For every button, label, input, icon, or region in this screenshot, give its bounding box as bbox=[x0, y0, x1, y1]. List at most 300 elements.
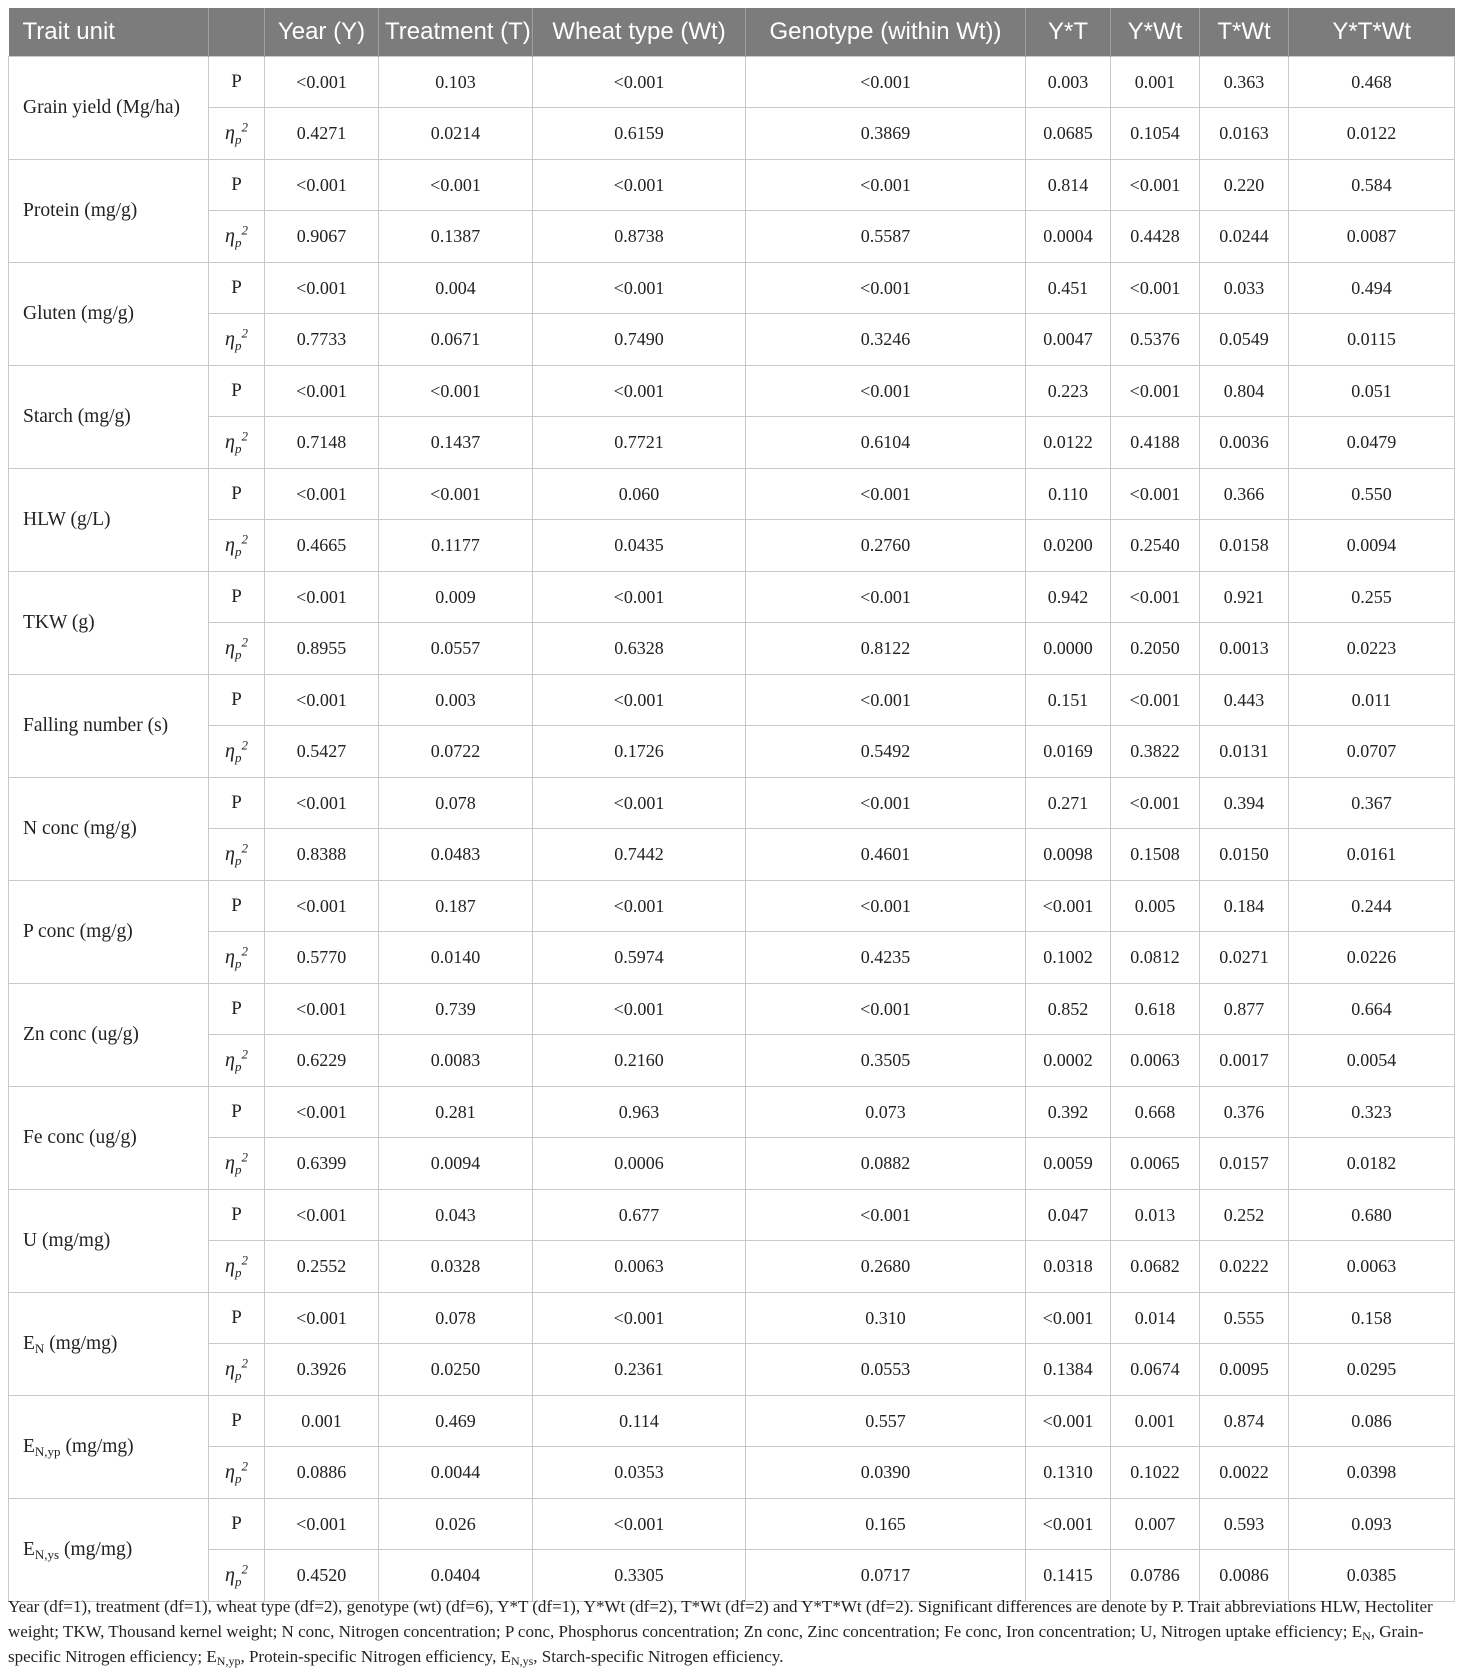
eta-value-cell: 0.0036 bbox=[1200, 417, 1289, 469]
eta-value-cell: 0.0385 bbox=[1289, 1550, 1455, 1602]
p-value-cell: 0.220 bbox=[1200, 160, 1289, 211]
eta-value-cell: 0.0214 bbox=[379, 108, 533, 160]
eta-value-cell: 0.0222 bbox=[1200, 1241, 1289, 1293]
p-value-cell: <0.001 bbox=[265, 1293, 379, 1344]
p-value-cell: <0.001 bbox=[379, 160, 533, 211]
eta-subscript: p bbox=[234, 1058, 242, 1074]
eta-value-cell: 0.0250 bbox=[379, 1344, 533, 1396]
eta-value-cell: 0.0353 bbox=[533, 1447, 746, 1499]
p-value-cell: 0.047 bbox=[1026, 1190, 1111, 1241]
eta-value-cell: 0.2361 bbox=[533, 1344, 746, 1396]
eta-value-cell: 0.0674 bbox=[1111, 1344, 1200, 1396]
table-row-eta bbox=[9, 932, 1455, 984]
p-value-cell: 0.184 bbox=[1200, 881, 1289, 932]
eta-value-cell: 0.0115 bbox=[1289, 314, 1455, 366]
eta-letter: η bbox=[225, 430, 235, 453]
anova-table bbox=[8, 8, 1455, 1602]
eta-value-cell: 0.0786 bbox=[1111, 1550, 1200, 1602]
eta-value-cell: 0.0717 bbox=[746, 1550, 1026, 1602]
p-value-cell: <0.001 bbox=[746, 469, 1026, 520]
eta-value-cell: 0.0022 bbox=[1200, 1447, 1289, 1499]
eta-subscript: p bbox=[234, 1573, 242, 1589]
p-value-cell: <0.001 bbox=[746, 57, 1026, 108]
stat-label-eta bbox=[209, 211, 265, 263]
eta-value-cell: 0.0122 bbox=[1026, 417, 1111, 469]
p-value-cell: <0.001 bbox=[533, 160, 746, 211]
header-genotype: Genotype (within Wt)) bbox=[746, 8, 1026, 57]
p-value-cell: 0.593 bbox=[1200, 1499, 1289, 1550]
p-value-cell: 0.281 bbox=[379, 1087, 533, 1138]
eta-value-cell: 0.0882 bbox=[746, 1138, 1026, 1190]
eta-value-cell: 0.2680 bbox=[746, 1241, 1026, 1293]
p-value-cell: 0.252 bbox=[1200, 1190, 1289, 1241]
eta-value-cell: 0.0479 bbox=[1289, 417, 1455, 469]
eta-value-cell: 0.0707 bbox=[1289, 726, 1455, 778]
eta-value-cell: 0.1437 bbox=[379, 417, 533, 469]
p-value-cell: <0.001 bbox=[746, 160, 1026, 211]
eta-value-cell: 0.2552 bbox=[265, 1241, 379, 1293]
eta-value-cell: 0.3505 bbox=[746, 1035, 1026, 1087]
stat-label-eta bbox=[209, 623, 265, 675]
stat-label-p: P bbox=[209, 675, 265, 726]
table-row-eta bbox=[9, 623, 1455, 675]
eta-superscript: 2 bbox=[241, 943, 248, 959]
eta-value-cell: 0.0063 bbox=[1111, 1035, 1200, 1087]
eta-value-cell: 0.1508 bbox=[1111, 829, 1200, 881]
eta-value-cell: 0.1387 bbox=[379, 211, 533, 263]
eta-value-cell: 0.0328 bbox=[379, 1241, 533, 1293]
stat-label-p: P bbox=[209, 1396, 265, 1447]
eta-subscript: p bbox=[234, 1264, 242, 1280]
eta-subscript: p bbox=[234, 1161, 242, 1177]
eta-value-cell: 0.0271 bbox=[1200, 932, 1289, 984]
eta-value-cell: 0.4235 bbox=[746, 932, 1026, 984]
header-stat bbox=[209, 8, 265, 57]
p-value-cell: <0.001 bbox=[265, 57, 379, 108]
eta-value-cell: 0.6104 bbox=[746, 417, 1026, 469]
footnote-text-4: , Starch-specific Nitrogen efficiency. bbox=[533, 1647, 784, 1666]
eta-value-cell: 0.5376 bbox=[1111, 314, 1200, 366]
eta-value-cell: 0.0169 bbox=[1026, 726, 1111, 778]
p-value-cell: <0.001 bbox=[265, 469, 379, 520]
eta-value-cell: 0.0318 bbox=[1026, 1241, 1111, 1293]
eta-symbol bbox=[225, 1458, 248, 1486]
table-footnote bbox=[8, 1594, 1452, 1669]
eta-value-cell: 0.2760 bbox=[746, 520, 1026, 572]
p-value-cell: <0.001 bbox=[1111, 366, 1200, 417]
p-value-cell: 0.392 bbox=[1026, 1087, 1111, 1138]
p-value-cell: 0.223 bbox=[1026, 366, 1111, 417]
eta-value-cell: 0.0098 bbox=[1026, 829, 1111, 881]
p-value-cell: 0.668 bbox=[1111, 1087, 1200, 1138]
table-row-p bbox=[9, 1396, 1455, 1447]
eta-subscript: p bbox=[234, 955, 242, 971]
table-row-p bbox=[9, 675, 1455, 726]
footnote-sub-2: N,yp bbox=[216, 1654, 241, 1668]
table-row-eta bbox=[9, 1035, 1455, 1087]
eta-letter: η bbox=[225, 1151, 235, 1174]
eta-value-cell: 0.0812 bbox=[1111, 932, 1200, 984]
eta-value-cell: 0.3305 bbox=[533, 1550, 746, 1602]
table-row-p bbox=[9, 160, 1455, 211]
p-value-cell: 0.468 bbox=[1289, 57, 1455, 108]
p-value-cell: <0.001 bbox=[265, 366, 379, 417]
p-value-cell: 0.078 bbox=[379, 1293, 533, 1344]
eta-value-cell: 0.4665 bbox=[265, 520, 379, 572]
table-row-eta bbox=[9, 1447, 1455, 1499]
eta-symbol bbox=[225, 737, 248, 765]
stat-label-eta bbox=[209, 108, 265, 160]
stat-label-p: P bbox=[209, 366, 265, 417]
eta-value-cell: 0.1310 bbox=[1026, 1447, 1111, 1499]
eta-letter: η bbox=[225, 327, 235, 350]
eta-value-cell: 0.2050 bbox=[1111, 623, 1200, 675]
table-row-p bbox=[9, 469, 1455, 520]
p-value-cell: 0.051 bbox=[1289, 366, 1455, 417]
eta-value-cell: 0.0244 bbox=[1200, 211, 1289, 263]
table-row-p bbox=[9, 1087, 1455, 1138]
eta-value-cell: 0.0158 bbox=[1200, 520, 1289, 572]
stat-label-eta bbox=[209, 932, 265, 984]
p-value-cell: 0.255 bbox=[1289, 572, 1455, 623]
eta-value-cell: 0.0086 bbox=[1200, 1550, 1289, 1602]
table-row-p bbox=[9, 263, 1455, 314]
p-value-cell: 0.014 bbox=[1111, 1293, 1200, 1344]
eta-value-cell: 0.9067 bbox=[265, 211, 379, 263]
p-value-cell: <0.001 bbox=[746, 1190, 1026, 1241]
eta-value-cell: 0.0295 bbox=[1289, 1344, 1455, 1396]
eta-symbol bbox=[225, 1252, 248, 1280]
eta-value-cell: 0.4428 bbox=[1111, 211, 1200, 263]
p-value-cell: 0.739 bbox=[379, 984, 533, 1035]
eta-superscript: 2 bbox=[241, 634, 248, 650]
table-row-eta bbox=[9, 314, 1455, 366]
p-value-cell: 0.001 bbox=[1111, 1396, 1200, 1447]
p-value-cell: 0.451 bbox=[1026, 263, 1111, 314]
p-value-cell: 0.110 bbox=[1026, 469, 1111, 520]
stat-label-p: P bbox=[209, 881, 265, 932]
p-value-cell: <0.001 bbox=[379, 366, 533, 417]
p-value-cell: 0.366 bbox=[1200, 469, 1289, 520]
eta-symbol bbox=[225, 634, 248, 662]
eta-value-cell: 0.8122 bbox=[746, 623, 1026, 675]
p-value-cell: <0.001 bbox=[1026, 1293, 1111, 1344]
eta-value-cell: 0.0044 bbox=[379, 1447, 533, 1499]
p-value-cell: 0.165 bbox=[746, 1499, 1026, 1550]
eta-symbol bbox=[225, 943, 248, 971]
eta-value-cell: 0.0059 bbox=[1026, 1138, 1111, 1190]
p-value-cell: 0.494 bbox=[1289, 263, 1455, 314]
eta-value-cell: 0.5492 bbox=[746, 726, 1026, 778]
stat-label-p: P bbox=[209, 572, 265, 623]
eta-value-cell: 0.1054 bbox=[1111, 108, 1200, 160]
p-value-cell: <0.001 bbox=[533, 57, 746, 108]
eta-value-cell: 0.1177 bbox=[379, 520, 533, 572]
eta-value-cell: 0.7148 bbox=[265, 417, 379, 469]
table-row-p bbox=[9, 1499, 1455, 1550]
eta-letter: η bbox=[225, 945, 235, 968]
eta-value-cell: 0.4520 bbox=[265, 1550, 379, 1602]
eta-letter: η bbox=[225, 533, 235, 556]
eta-value-cell: 0.0390 bbox=[746, 1447, 1026, 1499]
p-value-cell: 0.271 bbox=[1026, 778, 1111, 829]
eta-value-cell: 0.0200 bbox=[1026, 520, 1111, 572]
stat-label-eta bbox=[209, 417, 265, 469]
p-value-cell: <0.001 bbox=[1111, 160, 1200, 211]
p-value-cell: 0.310 bbox=[746, 1293, 1026, 1344]
table-row-p bbox=[9, 1293, 1455, 1344]
p-value-cell: 0.584 bbox=[1289, 160, 1455, 211]
trait-cell: Protein (mg/g) bbox=[9, 160, 209, 263]
p-value-cell: 0.244 bbox=[1289, 881, 1455, 932]
eta-letter: η bbox=[225, 1460, 235, 1483]
p-value-cell: 0.011 bbox=[1289, 675, 1455, 726]
p-value-cell: <0.001 bbox=[265, 1499, 379, 1550]
eta-value-cell: 0.0549 bbox=[1200, 314, 1289, 366]
eta-subscript: p bbox=[234, 234, 242, 250]
header-t-wt: T*Wt bbox=[1200, 8, 1289, 57]
eta-value-cell: 0.0063 bbox=[533, 1241, 746, 1293]
eta-letter: η bbox=[225, 224, 235, 247]
trait-cell: P conc (mg/g) bbox=[9, 881, 209, 984]
eta-subscript: p bbox=[234, 440, 242, 456]
table-row-p bbox=[9, 572, 1455, 623]
p-value-cell: <0.001 bbox=[1026, 881, 1111, 932]
table-row-eta bbox=[9, 211, 1455, 263]
eta-value-cell: 0.5770 bbox=[265, 932, 379, 984]
p-value-cell: 0.001 bbox=[265, 1396, 379, 1447]
trait-cell: Fe conc (ug/g) bbox=[9, 1087, 209, 1190]
eta-superscript: 2 bbox=[241, 325, 248, 341]
table-row-p bbox=[9, 366, 1455, 417]
p-value-cell: 0.013 bbox=[1111, 1190, 1200, 1241]
eta-value-cell: 0.0095 bbox=[1200, 1344, 1289, 1396]
p-value-cell: <0.001 bbox=[533, 778, 746, 829]
eta-subscript: p bbox=[234, 543, 242, 559]
p-value-cell: <0.001 bbox=[265, 778, 379, 829]
p-value-cell: 0.003 bbox=[379, 675, 533, 726]
footnote-sub-3: N,ys bbox=[510, 1654, 534, 1668]
eta-symbol bbox=[225, 1561, 248, 1589]
p-value-cell: 0.004 bbox=[379, 263, 533, 314]
table-header-row bbox=[9, 8, 1455, 57]
table-row-eta bbox=[9, 520, 1455, 572]
p-value-cell: 0.367 bbox=[1289, 778, 1455, 829]
footnote-text-3: , Protein-specific Nitrogen efficiency, E bbox=[240, 1647, 511, 1666]
table-row-eta bbox=[9, 1138, 1455, 1190]
eta-letter: η bbox=[225, 1563, 235, 1586]
eta-subscript: p bbox=[234, 337, 242, 353]
eta-value-cell: 0.7442 bbox=[533, 829, 746, 881]
p-value-cell: 0.963 bbox=[533, 1087, 746, 1138]
eta-superscript: 2 bbox=[241, 1149, 248, 1165]
eta-superscript: 2 bbox=[241, 428, 248, 444]
p-value-cell: 0.026 bbox=[379, 1499, 533, 1550]
eta-superscript: 2 bbox=[241, 737, 248, 753]
p-value-cell: <0.001 bbox=[533, 881, 746, 932]
table-row-eta bbox=[9, 108, 1455, 160]
trait-cell bbox=[9, 1293, 209, 1396]
table-row-p bbox=[9, 881, 1455, 932]
stat-label-p: P bbox=[209, 984, 265, 1035]
stat-label-eta bbox=[209, 520, 265, 572]
footnote-text-1: Year (df=1), treatment (df=1), wheat type (df=2), genotype (wt) (df=6), Y*T (df=1), Y*Wt (df=2), T*Wt (df=2) and Y*T*Wt (df=2). Significant differences are denote by P. Trait abbreviations HLW, Hectoliter weight; TKW, Thousand kernel weight; N conc, Nitrogen concentration; P conc, Phosphorus concentration; Zn conc, Zinc concentration; Fe conc, Iron concentration; U, Nitrogen uptake efficiency; E bbox=[8, 1597, 1433, 1641]
p-value-cell: <0.001 bbox=[746, 572, 1026, 623]
eta-value-cell: 0.0131 bbox=[1200, 726, 1289, 778]
eta-value-cell: 0.0671 bbox=[379, 314, 533, 366]
table-row-eta bbox=[9, 1241, 1455, 1293]
stat-label-eta bbox=[209, 314, 265, 366]
eta-superscript: 2 bbox=[241, 1458, 248, 1474]
p-value-cell: <0.001 bbox=[533, 572, 746, 623]
eta-symbol bbox=[225, 428, 248, 456]
eta-value-cell: 0.0398 bbox=[1289, 1447, 1455, 1499]
stat-label-p: P bbox=[209, 778, 265, 829]
stat-label-eta bbox=[209, 829, 265, 881]
p-value-cell: <0.001 bbox=[533, 366, 746, 417]
eta-symbol bbox=[225, 531, 248, 559]
stat-label-eta bbox=[209, 1447, 265, 1499]
table-row-p bbox=[9, 57, 1455, 108]
p-value-cell: 0.043 bbox=[379, 1190, 533, 1241]
eta-value-cell: 0.7490 bbox=[533, 314, 746, 366]
header-trait-unit: Trait unit bbox=[9, 8, 209, 57]
p-value-cell: <0.001 bbox=[746, 263, 1026, 314]
eta-value-cell: 0.8738 bbox=[533, 211, 746, 263]
eta-value-cell: 0.0002 bbox=[1026, 1035, 1111, 1087]
eta-value-cell: 0.0886 bbox=[265, 1447, 379, 1499]
p-value-cell: 0.007 bbox=[1111, 1499, 1200, 1550]
table-row-p bbox=[9, 1190, 1455, 1241]
trait-unit: (mg/mg) bbox=[59, 1539, 133, 1560]
p-value-cell: 0.942 bbox=[1026, 572, 1111, 623]
trait-cell bbox=[9, 1396, 209, 1499]
p-value-cell: 0.877 bbox=[1200, 984, 1289, 1035]
p-value-cell: 0.376 bbox=[1200, 1087, 1289, 1138]
eta-value-cell: 0.0682 bbox=[1111, 1241, 1200, 1293]
stat-label-p: P bbox=[209, 1087, 265, 1138]
eta-letter: η bbox=[225, 636, 235, 659]
eta-value-cell: 0.0065 bbox=[1111, 1138, 1200, 1190]
eta-value-cell: 0.5427 bbox=[265, 726, 379, 778]
trait-cell: N conc (mg/g) bbox=[9, 778, 209, 881]
p-value-cell: 0.093 bbox=[1289, 1499, 1455, 1550]
eta-value-cell: 0.0163 bbox=[1200, 108, 1289, 160]
stat-label-p: P bbox=[209, 1293, 265, 1344]
eta-letter: η bbox=[225, 842, 235, 865]
eta-superscript: 2 bbox=[241, 1046, 248, 1062]
table-row-p bbox=[9, 778, 1455, 829]
p-value-cell: <0.001 bbox=[746, 675, 1026, 726]
stat-label-eta bbox=[209, 1035, 265, 1087]
eta-value-cell: 0.6328 bbox=[533, 623, 746, 675]
stat-label-p: P bbox=[209, 263, 265, 314]
table-row-eta bbox=[9, 1344, 1455, 1396]
p-value-cell: <0.001 bbox=[1026, 1499, 1111, 1550]
table-row-eta bbox=[9, 829, 1455, 881]
footnote-sub-1: N bbox=[1362, 1629, 1371, 1643]
eta-value-cell: 0.0557 bbox=[379, 623, 533, 675]
eta-letter: η bbox=[225, 1048, 235, 1071]
p-value-cell: <0.001 bbox=[1026, 1396, 1111, 1447]
eta-value-cell: 0.7721 bbox=[533, 417, 746, 469]
eta-superscript: 2 bbox=[241, 222, 248, 238]
header-year: Year (Y) bbox=[265, 8, 379, 57]
p-value-cell: 0.363 bbox=[1200, 57, 1289, 108]
eta-value-cell: 0.0722 bbox=[379, 726, 533, 778]
eta-superscript: 2 bbox=[241, 119, 248, 135]
p-value-cell: <0.001 bbox=[265, 881, 379, 932]
eta-value-cell: 0.1022 bbox=[1111, 1447, 1200, 1499]
p-value-cell: 0.557 bbox=[746, 1396, 1026, 1447]
p-value-cell: <0.001 bbox=[1111, 778, 1200, 829]
p-value-cell: <0.001 bbox=[265, 675, 379, 726]
p-value-cell: 0.814 bbox=[1026, 160, 1111, 211]
eta-value-cell: 0.0047 bbox=[1026, 314, 1111, 366]
p-value-cell: 0.664 bbox=[1289, 984, 1455, 1035]
stat-label-p: P bbox=[209, 1190, 265, 1241]
eta-value-cell: 0.4601 bbox=[746, 829, 1026, 881]
eta-value-cell: 0.4271 bbox=[265, 108, 379, 160]
p-value-cell: 0.550 bbox=[1289, 469, 1455, 520]
eta-value-cell: 0.0004 bbox=[1026, 211, 1111, 263]
eta-value-cell: 0.0087 bbox=[1289, 211, 1455, 263]
eta-symbol bbox=[225, 119, 248, 147]
eta-value-cell: 0.0094 bbox=[379, 1138, 533, 1190]
trait-cell: Starch (mg/g) bbox=[9, 366, 209, 469]
eta-value-cell: 0.8955 bbox=[265, 623, 379, 675]
eta-value-cell: 0.0083 bbox=[379, 1035, 533, 1087]
trait-main: E bbox=[23, 1539, 35, 1560]
p-value-cell: 0.680 bbox=[1289, 1190, 1455, 1241]
eta-subscript: p bbox=[234, 646, 242, 662]
p-value-cell: 0.151 bbox=[1026, 675, 1111, 726]
p-value-cell: 0.394 bbox=[1200, 778, 1289, 829]
trait-cell: U (mg/mg) bbox=[9, 1190, 209, 1293]
eta-subscript: p bbox=[234, 131, 242, 147]
eta-letter: η bbox=[225, 121, 235, 144]
eta-symbol bbox=[225, 840, 248, 868]
trait-cell: Zn conc (ug/g) bbox=[9, 984, 209, 1087]
p-value-cell: 0.874 bbox=[1200, 1396, 1289, 1447]
eta-symbol bbox=[225, 1355, 248, 1383]
stat-label-eta bbox=[209, 726, 265, 778]
eta-value-cell: 0.6399 bbox=[265, 1138, 379, 1190]
p-value-cell: 0.103 bbox=[379, 57, 533, 108]
eta-value-cell: 0.0182 bbox=[1289, 1138, 1455, 1190]
eta-value-cell: 0.0223 bbox=[1289, 623, 1455, 675]
eta-value-cell: 0.5974 bbox=[533, 932, 746, 984]
trait-subscript: N,yp bbox=[34, 1444, 61, 1459]
table-body bbox=[9, 57, 1455, 1602]
p-value-cell: 0.060 bbox=[533, 469, 746, 520]
eta-superscript: 2 bbox=[241, 1252, 248, 1268]
p-value-cell: 0.555 bbox=[1200, 1293, 1289, 1344]
eta-value-cell: 0.3246 bbox=[746, 314, 1026, 366]
p-value-cell: <0.001 bbox=[265, 984, 379, 1035]
table-container bbox=[8, 8, 1454, 1602]
p-value-cell: <0.001 bbox=[533, 1293, 746, 1344]
eta-value-cell: 0.0553 bbox=[746, 1344, 1026, 1396]
eta-value-cell: 0.7733 bbox=[265, 314, 379, 366]
p-value-cell: 0.009 bbox=[379, 572, 533, 623]
eta-superscript: 2 bbox=[241, 840, 248, 856]
trait-cell: Grain yield (Mg/ha) bbox=[9, 57, 209, 160]
eta-value-cell: 0.4188 bbox=[1111, 417, 1200, 469]
eta-value-cell: 0.0054 bbox=[1289, 1035, 1455, 1087]
eta-value-cell: 0.6159 bbox=[533, 108, 746, 160]
p-value-cell: <0.001 bbox=[533, 675, 746, 726]
